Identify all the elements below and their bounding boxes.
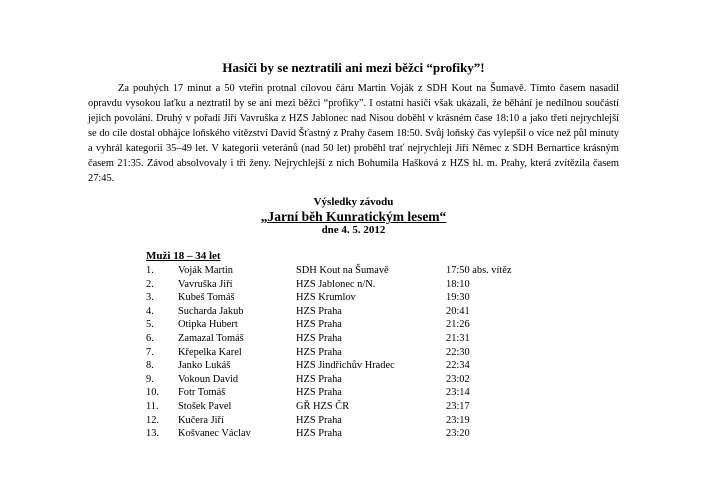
rank-cell: 3. xyxy=(146,292,154,304)
rank-cell: 7. xyxy=(146,346,154,358)
name-cell: Kubeš Tomáš xyxy=(178,292,235,304)
table-row xyxy=(146,305,566,319)
time-cell: 23:17 xyxy=(446,400,470,412)
table-row xyxy=(146,414,566,428)
table-row xyxy=(146,318,566,332)
time-cell: 21:31 xyxy=(446,332,470,344)
time-cell: 18:10 xyxy=(446,278,470,290)
club-cell: HZS Jindřichův Hradec xyxy=(296,360,395,372)
club-cell: HZS Praha xyxy=(296,428,342,440)
rank-cell: 4. xyxy=(146,305,154,317)
results-heading: Výsledky závodu xyxy=(313,196,394,208)
club-cell: HZS Praha xyxy=(296,387,342,399)
table-row xyxy=(146,373,566,387)
time-cell: 22:30 xyxy=(446,346,470,358)
rank-cell: 10. xyxy=(146,387,159,399)
table-row xyxy=(146,332,566,346)
time-cell: 23:02 xyxy=(446,373,470,385)
rank-cell: 8. xyxy=(146,360,154,372)
table-row xyxy=(146,400,566,414)
rank-cell: 1. xyxy=(146,265,154,276)
name-cell: Zamazal Tomáš xyxy=(178,332,244,344)
results-table xyxy=(146,264,566,441)
club-cell: HZS Praha xyxy=(296,373,342,385)
name-cell: Kučera Jiří xyxy=(178,414,224,426)
name-cell: Křepelka Karel xyxy=(178,346,242,358)
category-heading: Muži 18 – 34 let xyxy=(146,250,221,262)
table-row xyxy=(146,346,566,360)
time-cell: 23:14 xyxy=(446,387,470,399)
rank-cell: 2. xyxy=(146,278,154,290)
article-intro xyxy=(88,81,619,186)
time-cell: 20:41 xyxy=(446,305,470,317)
name-cell: Vavruška Jiří xyxy=(178,278,233,290)
time-cell: 17:50 abs. vítěz xyxy=(446,265,512,276)
time-cell: 21:26 xyxy=(446,319,470,331)
table-row xyxy=(146,386,566,400)
name-cell: Vokoun David xyxy=(178,373,239,385)
rank-cell: 13. xyxy=(146,428,159,440)
time-cell: 19:30 xyxy=(446,292,470,304)
club-cell: HZS Praha xyxy=(296,346,342,358)
table-row xyxy=(146,427,566,441)
time-cell: 22:34 xyxy=(446,360,470,372)
name-cell: Janko Lukáš xyxy=(178,360,231,372)
club-cell: HZS Praha xyxy=(296,305,342,317)
name-cell: Otipka Hubert xyxy=(178,319,238,331)
name-cell: Sucharda Jakub xyxy=(178,305,244,317)
rank-cell: 9. xyxy=(146,373,154,385)
name-cell: Stošek Pavel xyxy=(178,400,232,412)
time-cell: 23:20 xyxy=(446,428,470,440)
table-row xyxy=(146,278,566,292)
rank-cell: 12. xyxy=(146,414,159,426)
article-title: Hasiči by se neztratili ani mezi běžci “profiky”! xyxy=(222,60,485,75)
club-cell: HZS Praha xyxy=(296,319,342,331)
table-row xyxy=(146,264,566,278)
name-cell: Fotr Tomáš xyxy=(178,387,226,399)
name-cell: Voják Martin xyxy=(178,265,233,276)
rank-cell: 11. xyxy=(146,400,159,412)
name-cell: Košvanec Václav xyxy=(178,428,251,440)
rank-cell: 6. xyxy=(146,332,154,344)
race-name: „Jarní běh Kunratickým lesem“ xyxy=(260,209,447,224)
article-intro-text: Za pouhých 17 minut a 50 vteřin protnal cílovou čáru Martin Voják z SDH Kout na Šumavě. Tímto časem nasadil opravdu vysokou laťku a neztratil by se ani mezi běžci “profiky”. I ostatní hasiči však ukázali, že běhání je nedílnou součástí jejich povolání. Druhý v pořadí Jiří Vavruška z HZS Jablonec nad Nisou doběhl v krásném čase 18:10 a jako třetí nejrychlejší se do cíle dostal obhájce loňského vítězství David Šťastný z Prahy časem 18:50. Svůj loňský čas vylepšil o více než půl minuty a vyhrál kategorii 35–49 let. V kategorii veteránů (nad 50 let) proběhl trať nejrychleji Jiří Němec z SDH Bernartice krásným časem 21:35. Závod absolvovaly i tři ženy. Nejrychlejší z nich Bohumila Hašková z HZS hl. m. Prahy, která zvítězila časem 27:45. xyxy=(88,83,619,184)
time-cell: 23:19 xyxy=(446,414,470,426)
club-cell: HZS Praha xyxy=(296,332,342,344)
club-cell: GŘ HZS ČR xyxy=(296,400,350,412)
club-cell: SDH Kout na Šumavě xyxy=(296,265,389,276)
club-cell: HZS Praha xyxy=(296,414,342,426)
rank-cell: 5. xyxy=(146,319,154,331)
race-date: dne 4. 5. 2012 xyxy=(321,224,386,236)
table-row xyxy=(146,291,566,305)
club-cell: HZS Jablonec n/N. xyxy=(296,278,376,290)
table-row xyxy=(146,359,566,373)
club-cell: HZS Krumlov xyxy=(296,292,356,304)
